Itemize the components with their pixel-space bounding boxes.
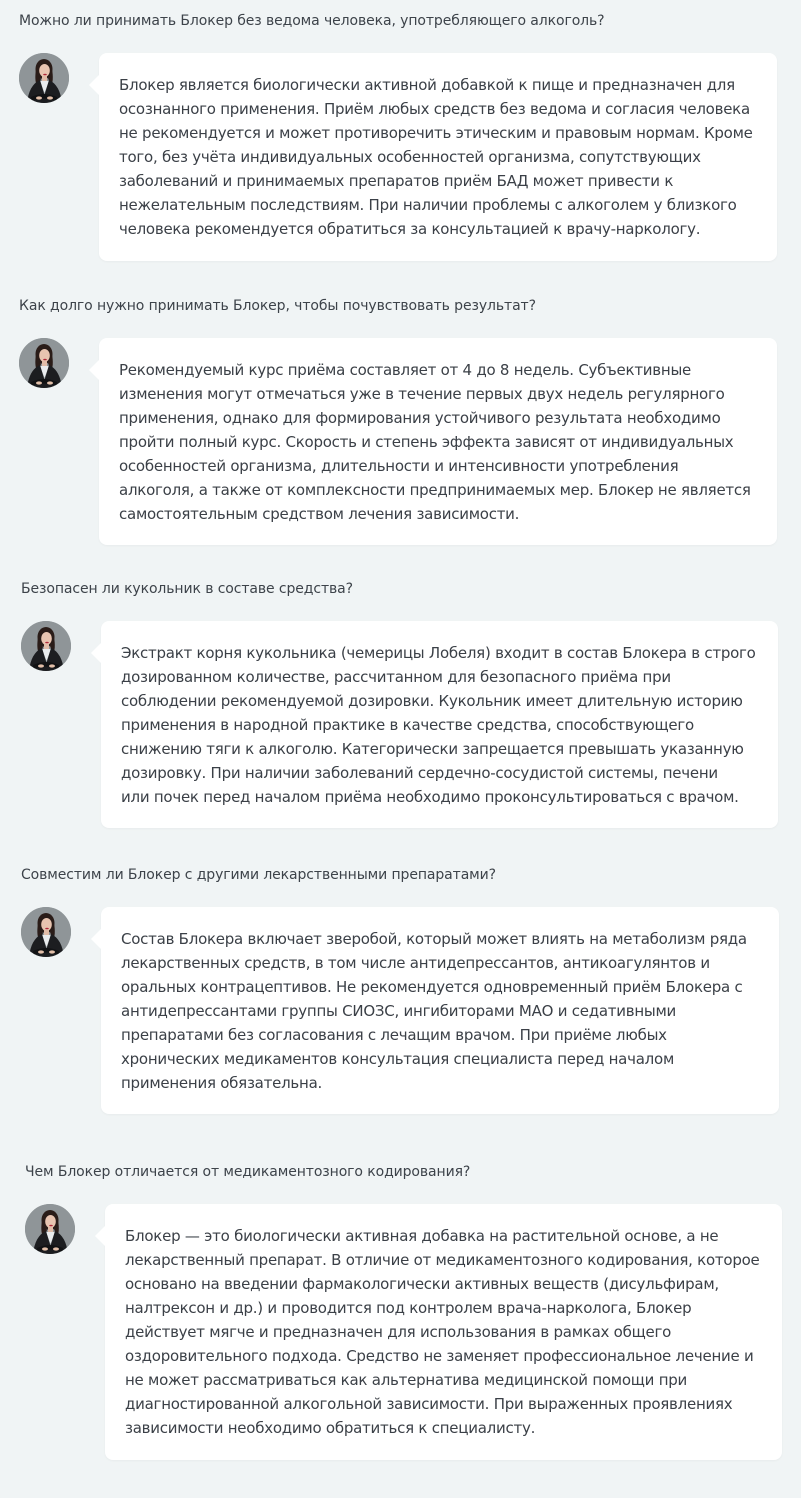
answer-line: оздоровительного подхода. Средство не заменяет профессиональное лечение и [125, 1347, 754, 1365]
answer-line: или почек перед началом приёма необходимо проконсультироваться с врачом. [121, 788, 739, 806]
answer-line: заболеваний и принимаемых препаратов приём БАД может привести к [119, 172, 674, 190]
faq-question: Можно ли принимать Блокер без ведома человека, употребляющего алкоголь? [19, 13, 605, 29]
answer-line: дозированном количестве, рассчитанном для безопасного приёма при [121, 668, 671, 686]
answer-line: налтрексон и др.) и проводится под контролем врача-нарколога, Блокер [125, 1299, 692, 1317]
answer-line: нежелательным последствиям. При наличии проблемы с алкоголем у близкого [119, 196, 737, 214]
answer-line: не может рассматриваться как альтернатива медицинской помощи при [125, 1371, 688, 1389]
answer-line: изменения могут отмечаться уже в течение первых двух недель регулярного [119, 385, 725, 403]
answer-line: антидепрессантами группы СИОЗС, ингибиторами МАО и седативными [121, 1002, 677, 1020]
faq-question: Безопасен ли кукольник в составе средства? [21, 581, 353, 597]
answer-line: Экстракт корня кукольника (чемерицы Лобеля) входит в состав Блокера в строго [121, 644, 756, 662]
answer-line: действует мягче и предназначен для использования в рамках общего [125, 1323, 672, 1341]
answer-bubble [99, 53, 777, 261]
consultant-avatar-icon [19, 338, 69, 388]
answer-line: применения обязательна. [121, 1074, 323, 1092]
answer-line: осознанного применения. Приём любых средств без ведома и согласия человека [119, 100, 750, 118]
answer-bubble [101, 621, 778, 828]
answer-line: алкоголя, а также от комплексности предпринимаемых мер. Блокер не является [119, 481, 751, 499]
answer-line: самостоятельным средством лечения зависимости. [119, 505, 520, 523]
answer-line: диагностированной алкогольной зависимости. При выраженных проявлениях [125, 1395, 733, 1413]
answer-bubble [105, 1204, 782, 1460]
faq-answer [121, 641, 760, 809]
faq-question: Как долго нужно принимать Блокер, чтобы почувствовать результат? [19, 298, 536, 314]
answer-line: Блокер — это биологически активная добавка на растительной основе, а не [125, 1227, 719, 1245]
answer-line: основано на введении фармакологически активных веществ (дисульфирам, [125, 1275, 719, 1293]
consultant-avatar-icon [25, 1204, 75, 1254]
answer-line: препаратами без согласования с лечащим врачом. При приёме любых [121, 1026, 667, 1044]
faq-answer [119, 358, 759, 526]
answer-line: зависимости необходимо обратиться к специалисту. [125, 1419, 536, 1437]
answer-line: хронических медикаментов консультация специалиста перед началом [121, 1050, 675, 1068]
answer-line: снижению тяги к алкоголю. Категорически запрещается превышать указанную [121, 740, 744, 758]
faq-question: Чем Блокер отличается от медикаментозного кодирования? [25, 1164, 471, 1180]
consultant-avatar-icon [19, 53, 69, 103]
answer-line: соблюдении рекомендуемой дозировки. Кукольник имеет длительную историю [121, 692, 743, 710]
answer-line: пройти полный курс. Скорость и степень эффекта зависят от индивидуальных [119, 433, 734, 451]
answer-line: оральных контрацептивов. Не рекомендуется одновременный приём Блокера с [121, 978, 743, 996]
faq-answer [121, 927, 761, 1095]
consultant-avatar-icon [21, 907, 71, 957]
answer-line: применения, однако для формирования устойчивого результата необходимо [119, 409, 721, 427]
answer-bubble [101, 907, 779, 1114]
answer-bubble [99, 338, 777, 545]
answer-line: применения в народной практике в качестве средства, способствующего [121, 716, 694, 734]
faq-question: Совместим ли Блокер с другими лекарственными препаратами? [21, 867, 496, 883]
answer-line: не рекомендуется и может противоречить этическим и правовым нормам. Кроме [119, 124, 753, 142]
answer-line: Рекомендуемый курс приёма составляет от 4 до 8 недель. Субъективные [119, 361, 692, 379]
answer-line: лекарственный препарат. В отличие от медикаментозного кодирования, которое [125, 1251, 760, 1269]
answer-line: человека рекомендуется обратиться за консультацией к врачу-наркологу. [119, 220, 701, 238]
faq-answer [119, 73, 759, 241]
consultant-avatar-icon [21, 621, 71, 671]
answer-line: того, без учёта индивидуальных особенностей организма, сопутствующих [119, 148, 701, 166]
answer-line: особенностей организма, длительности и интенсивности употребления [119, 457, 679, 475]
answer-line: лекарственных средств, в том числе антидепрессантов, антикоагулянтов и [121, 954, 710, 972]
faq-answer [125, 1224, 764, 1440]
answer-line: Блокер является биологически активной добавкой к пище и предназначен для [119, 76, 735, 94]
answer-line: Состав Блокера включает зверобой, который может влиять на метаболизм ряда [121, 930, 747, 948]
answer-line: дозировку. При наличии заболеваний сердечно-сосудистой системы, печени [121, 764, 718, 782]
